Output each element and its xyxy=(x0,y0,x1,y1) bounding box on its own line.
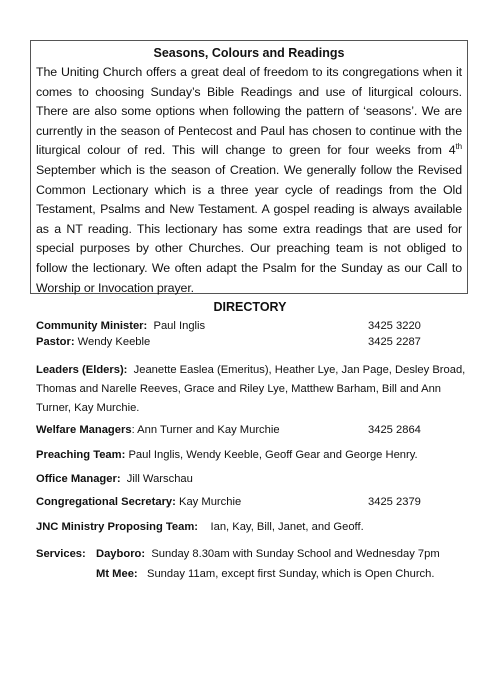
services-dayboro-row xyxy=(96,546,440,562)
services-mtmee-row xyxy=(96,566,434,582)
office-row xyxy=(36,471,193,487)
leaders-value: Jeanette Easlea (Emeritus), Heather Lye, Jan Page, Desley Broad, Thomas and Narelle Reeves, Grace and Riley Lye, Matthew Barham, Bill and Ann Turner, Kay Murchie. xyxy=(36,364,466,414)
dayboro-label: Dayboro: xyxy=(96,548,146,560)
welfare-label: Welfare Managers xyxy=(36,424,132,436)
mtmee-value: Sunday 11am, except first Sunday, which is Open Church. xyxy=(146,568,435,580)
secretary-row xyxy=(36,494,241,510)
preaching-value: Paul Inglis, Wendy Keeble, Geoff Gear and George Henry. xyxy=(128,449,418,461)
secretary-value: Kay Murchie xyxy=(179,496,242,508)
mtmee-label: Mt Mee: xyxy=(96,568,138,580)
seasons-body-part1: The Uniting Church offers a great deal of freedom to its congregations when it comes to choosing Sunday’s Bible Readings and use of liturgical colours. There are also some options when following the pattern of ‘seasons’. We are currently in the season of Pentecost and Paul has chosen to continue with the liturgical colour of red. This will change to green for four weeks from 4 xyxy=(36,65,462,158)
leaders-row xyxy=(36,361,468,418)
secretary-phone: 3425 2379 xyxy=(368,496,421,508)
welfare-value: : Ann Turner and Kay Murchie xyxy=(131,424,280,436)
community-minister-value: Paul Inglis xyxy=(153,320,206,332)
office-label: Office Manager: xyxy=(36,473,121,485)
community-minister-row xyxy=(36,318,205,334)
seasons-body xyxy=(36,63,462,298)
seasons-title: Seasons, Colours and Readings xyxy=(153,46,345,60)
community-minister-label: Community Minister: xyxy=(36,320,148,332)
seasons-body-sup: th xyxy=(455,142,462,152)
welfare-row xyxy=(36,422,280,438)
directory-title: DIRECTORY xyxy=(213,300,287,314)
secretary-label: Congregational Secretary: xyxy=(36,496,176,508)
jnc-row xyxy=(36,519,364,535)
pastor-row xyxy=(36,334,150,350)
community-minister-phone: 3425 3220 xyxy=(368,320,421,332)
services-label: Services: xyxy=(36,548,86,560)
office-value: Jill Warschau xyxy=(126,473,193,485)
dayboro-value: Sunday 8.30am with Sunday School and Wednesday 7pm xyxy=(151,548,440,560)
seasons-box xyxy=(30,40,468,294)
pastor-label: Pastor: xyxy=(36,336,75,348)
welfare-phone: 3425 2864 xyxy=(368,424,421,436)
preaching-row xyxy=(36,447,418,463)
seasons-body-part2: September which is the season of Creation. We generally follow the Revised Common Lectionary which is a three year cycle of readings from the Old Testament, Psalms and New Testament. A gospel reading is always available as a NT reading. This lectionary has some extra readings that are used for special purposes by other Churches. Our preaching team is not obliged to follow the lectionary. We often adapt the Psalm for the Sunday as our Call to Worship or Invocation prayer. xyxy=(36,162,462,295)
jnc-label: JNC Ministry Proposing Team: xyxy=(36,521,199,533)
leaders-label: Leaders (Elders): xyxy=(36,364,128,376)
preaching-label: Preaching Team: xyxy=(36,449,126,461)
pastor-value: Wendy Keeble xyxy=(77,336,151,348)
pastor-phone: 3425 2287 xyxy=(368,336,421,348)
jnc-value: Ian, Kay, Bill, Janet, and Geoff. xyxy=(210,521,364,533)
